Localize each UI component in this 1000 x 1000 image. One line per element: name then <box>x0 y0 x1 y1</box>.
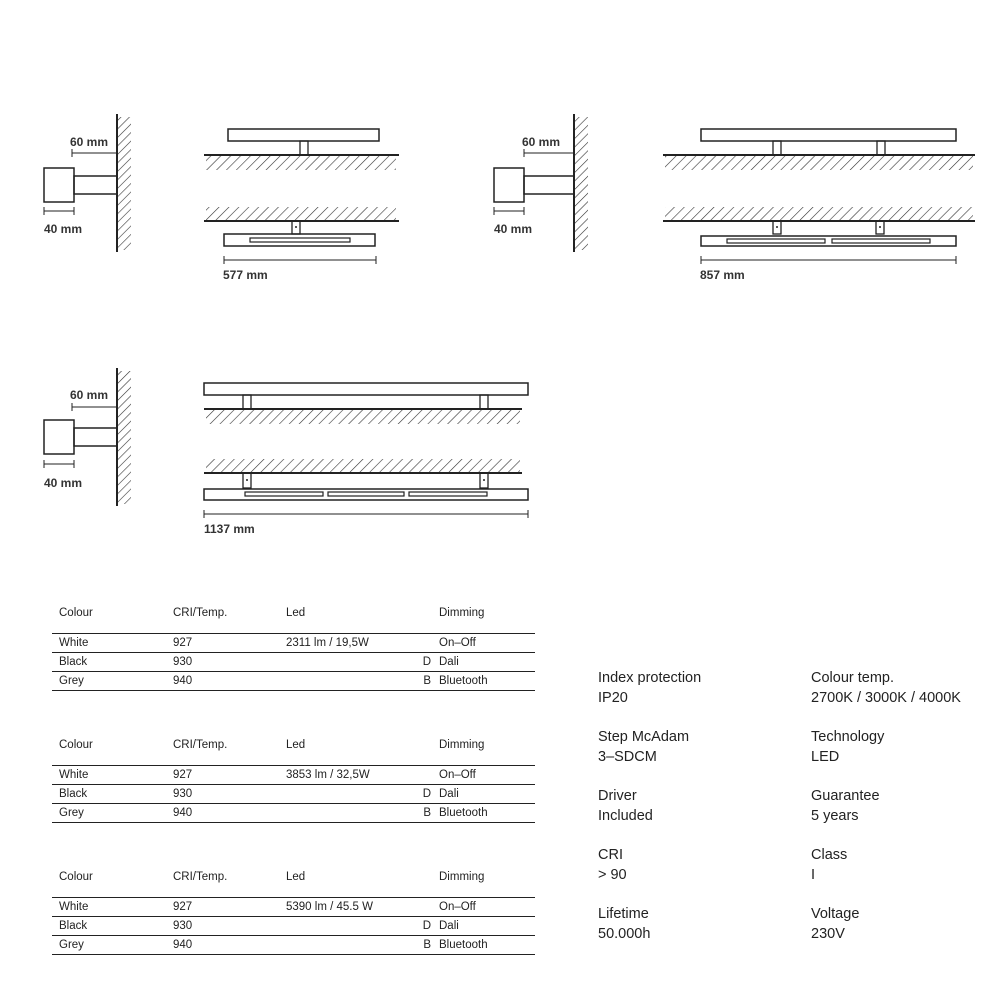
table-cell <box>286 653 406 672</box>
width-label: 40 mm <box>44 222 83 236</box>
table-header-row <box>52 603 535 634</box>
table-cell: White <box>59 769 89 781</box>
spec-value: 5 years <box>811 808 859 824</box>
table-cell: Black <box>59 656 88 668</box>
table-row <box>52 804 535 823</box>
column-header: Led <box>286 607 306 619</box>
front-view-577 <box>204 129 399 282</box>
spec-value: 3–SDCM <box>598 749 657 765</box>
table-cell: 927 <box>173 637 193 649</box>
column-header: Dimming <box>439 739 485 751</box>
spec-table-857 <box>52 735 535 823</box>
depth-label: 60 mm <box>522 135 561 149</box>
column-header: Colour <box>59 739 93 751</box>
table-cell: B <box>423 807 431 819</box>
column-header <box>406 603 439 634</box>
column-header <box>406 735 439 766</box>
table-cell: 3853 lm / 32,5W <box>286 769 370 781</box>
table-cell: Black <box>59 920 88 932</box>
table-cell: 5390 lm / 45.5 W <box>286 901 373 913</box>
table-cell: Grey <box>59 807 84 819</box>
spec-cri <box>598 845 627 885</box>
spec-guarantee <box>811 786 880 826</box>
table-cell: On–Off <box>439 901 476 913</box>
column-header: Led <box>286 739 306 751</box>
spec-label: Driver <box>598 788 637 804</box>
table-cell: B <box>423 939 431 951</box>
spec-value: 230V <box>811 926 845 942</box>
column-header: CRI/Temp. <box>173 871 228 883</box>
table-cell: 930 <box>173 656 193 668</box>
table-cell: Dali <box>439 656 459 668</box>
column-header: Led <box>286 871 306 883</box>
table-cell: White <box>59 637 89 649</box>
table-cell: 940 <box>173 939 193 951</box>
spec-table-577 <box>52 603 535 691</box>
table-cell: Black <box>59 788 88 800</box>
side-view-1137 <box>44 368 131 506</box>
spec-value: Included <box>598 808 653 824</box>
width-label: 40 mm <box>494 222 533 236</box>
table-cell: Bluetooth <box>439 939 488 951</box>
spec-step-mcadam <box>598 727 689 767</box>
table-row <box>52 898 535 917</box>
table-cell <box>406 898 439 917</box>
spec-index-protection <box>598 668 701 708</box>
table-cell: White <box>59 901 89 913</box>
width-label: 40 mm <box>44 476 83 490</box>
table-cell: 940 <box>173 807 193 819</box>
table-cell: B <box>423 675 431 687</box>
table-cell: 930 <box>173 788 193 800</box>
depth-label: 60 mm <box>70 135 109 149</box>
table-header-row <box>52 735 535 766</box>
table-cell: Bluetooth <box>439 675 488 687</box>
table-cell: On–Off <box>439 637 476 649</box>
column-header: CRI/Temp. <box>173 607 228 619</box>
spec-driver <box>598 786 653 826</box>
spec-value: > 90 <box>598 867 627 883</box>
spec-value: IP20 <box>598 690 628 706</box>
table-cell: 2311 lm / 19,5W <box>286 637 369 649</box>
table-cell <box>286 672 406 691</box>
spec-label: Guarantee <box>811 788 880 804</box>
table-row <box>52 653 535 672</box>
spec-value: 50.000h <box>598 926 651 942</box>
table-cell: On–Off <box>439 769 476 781</box>
depth-label: 60 mm <box>70 388 109 402</box>
column-header: CRI/Temp. <box>173 739 228 751</box>
table-cell: 930 <box>173 920 193 932</box>
spec-technology <box>811 727 884 767</box>
table-header-row <box>52 867 535 898</box>
spec-value: LED <box>811 749 840 765</box>
table-row <box>52 766 535 785</box>
table-cell <box>286 785 406 804</box>
length-label: 1137 mm <box>204 522 255 536</box>
spec-class <box>811 845 847 885</box>
table-row <box>52 672 535 691</box>
front-view-857 <box>663 129 975 282</box>
spec-colour-temp <box>811 668 961 708</box>
table-cell: Grey <box>59 939 84 951</box>
column-header <box>406 867 439 898</box>
column-header: Colour <box>59 607 93 619</box>
spec-label: Class <box>811 847 848 863</box>
table-cell: 927 <box>173 769 193 781</box>
spec-lifetime <box>598 904 650 944</box>
column-header: Colour <box>59 871 93 883</box>
table-row <box>52 634 535 653</box>
table-cell <box>406 766 439 785</box>
table-cell: Dali <box>439 788 459 800</box>
table-cell: 927 <box>173 901 193 913</box>
spec-value: 2700K / 3000K / 4000K <box>811 690 961 706</box>
spec-label: CRI <box>598 847 623 863</box>
table-cell <box>286 917 406 936</box>
table-cell: 940 <box>173 675 193 687</box>
table-cell: Dali <box>439 920 459 932</box>
column-header: Dimming <box>439 607 485 619</box>
spec-table-1137 <box>52 867 535 955</box>
length-label: 577 mm <box>223 268 268 282</box>
table-cell: Grey <box>59 675 84 687</box>
table-row <box>52 917 535 936</box>
length-label: 857 mm <box>700 268 745 282</box>
table-row <box>52 936 535 955</box>
side-view-857 <box>494 114 588 252</box>
table-cell: D <box>422 788 431 800</box>
spec-label: Voltage <box>811 906 860 922</box>
table-cell <box>286 936 406 955</box>
spec-label: Index protection <box>598 670 702 686</box>
table-cell: D <box>422 656 431 668</box>
column-header: Dimming <box>439 871 485 883</box>
spec-label: Colour temp. <box>811 670 895 686</box>
spec-label: Lifetime <box>598 906 649 922</box>
front-view-1137 <box>204 383 528 536</box>
table-cell: Bluetooth <box>439 807 488 819</box>
spec-label: Technology <box>811 729 885 745</box>
spec-label: Step McAdam <box>598 729 690 745</box>
table-cell <box>406 634 439 653</box>
side-view-577 <box>44 114 131 252</box>
table-cell <box>286 804 406 823</box>
table-cell: D <box>422 920 431 932</box>
spec-value: I <box>811 867 816 883</box>
spec-voltage <box>811 904 859 944</box>
table-row <box>52 785 535 804</box>
